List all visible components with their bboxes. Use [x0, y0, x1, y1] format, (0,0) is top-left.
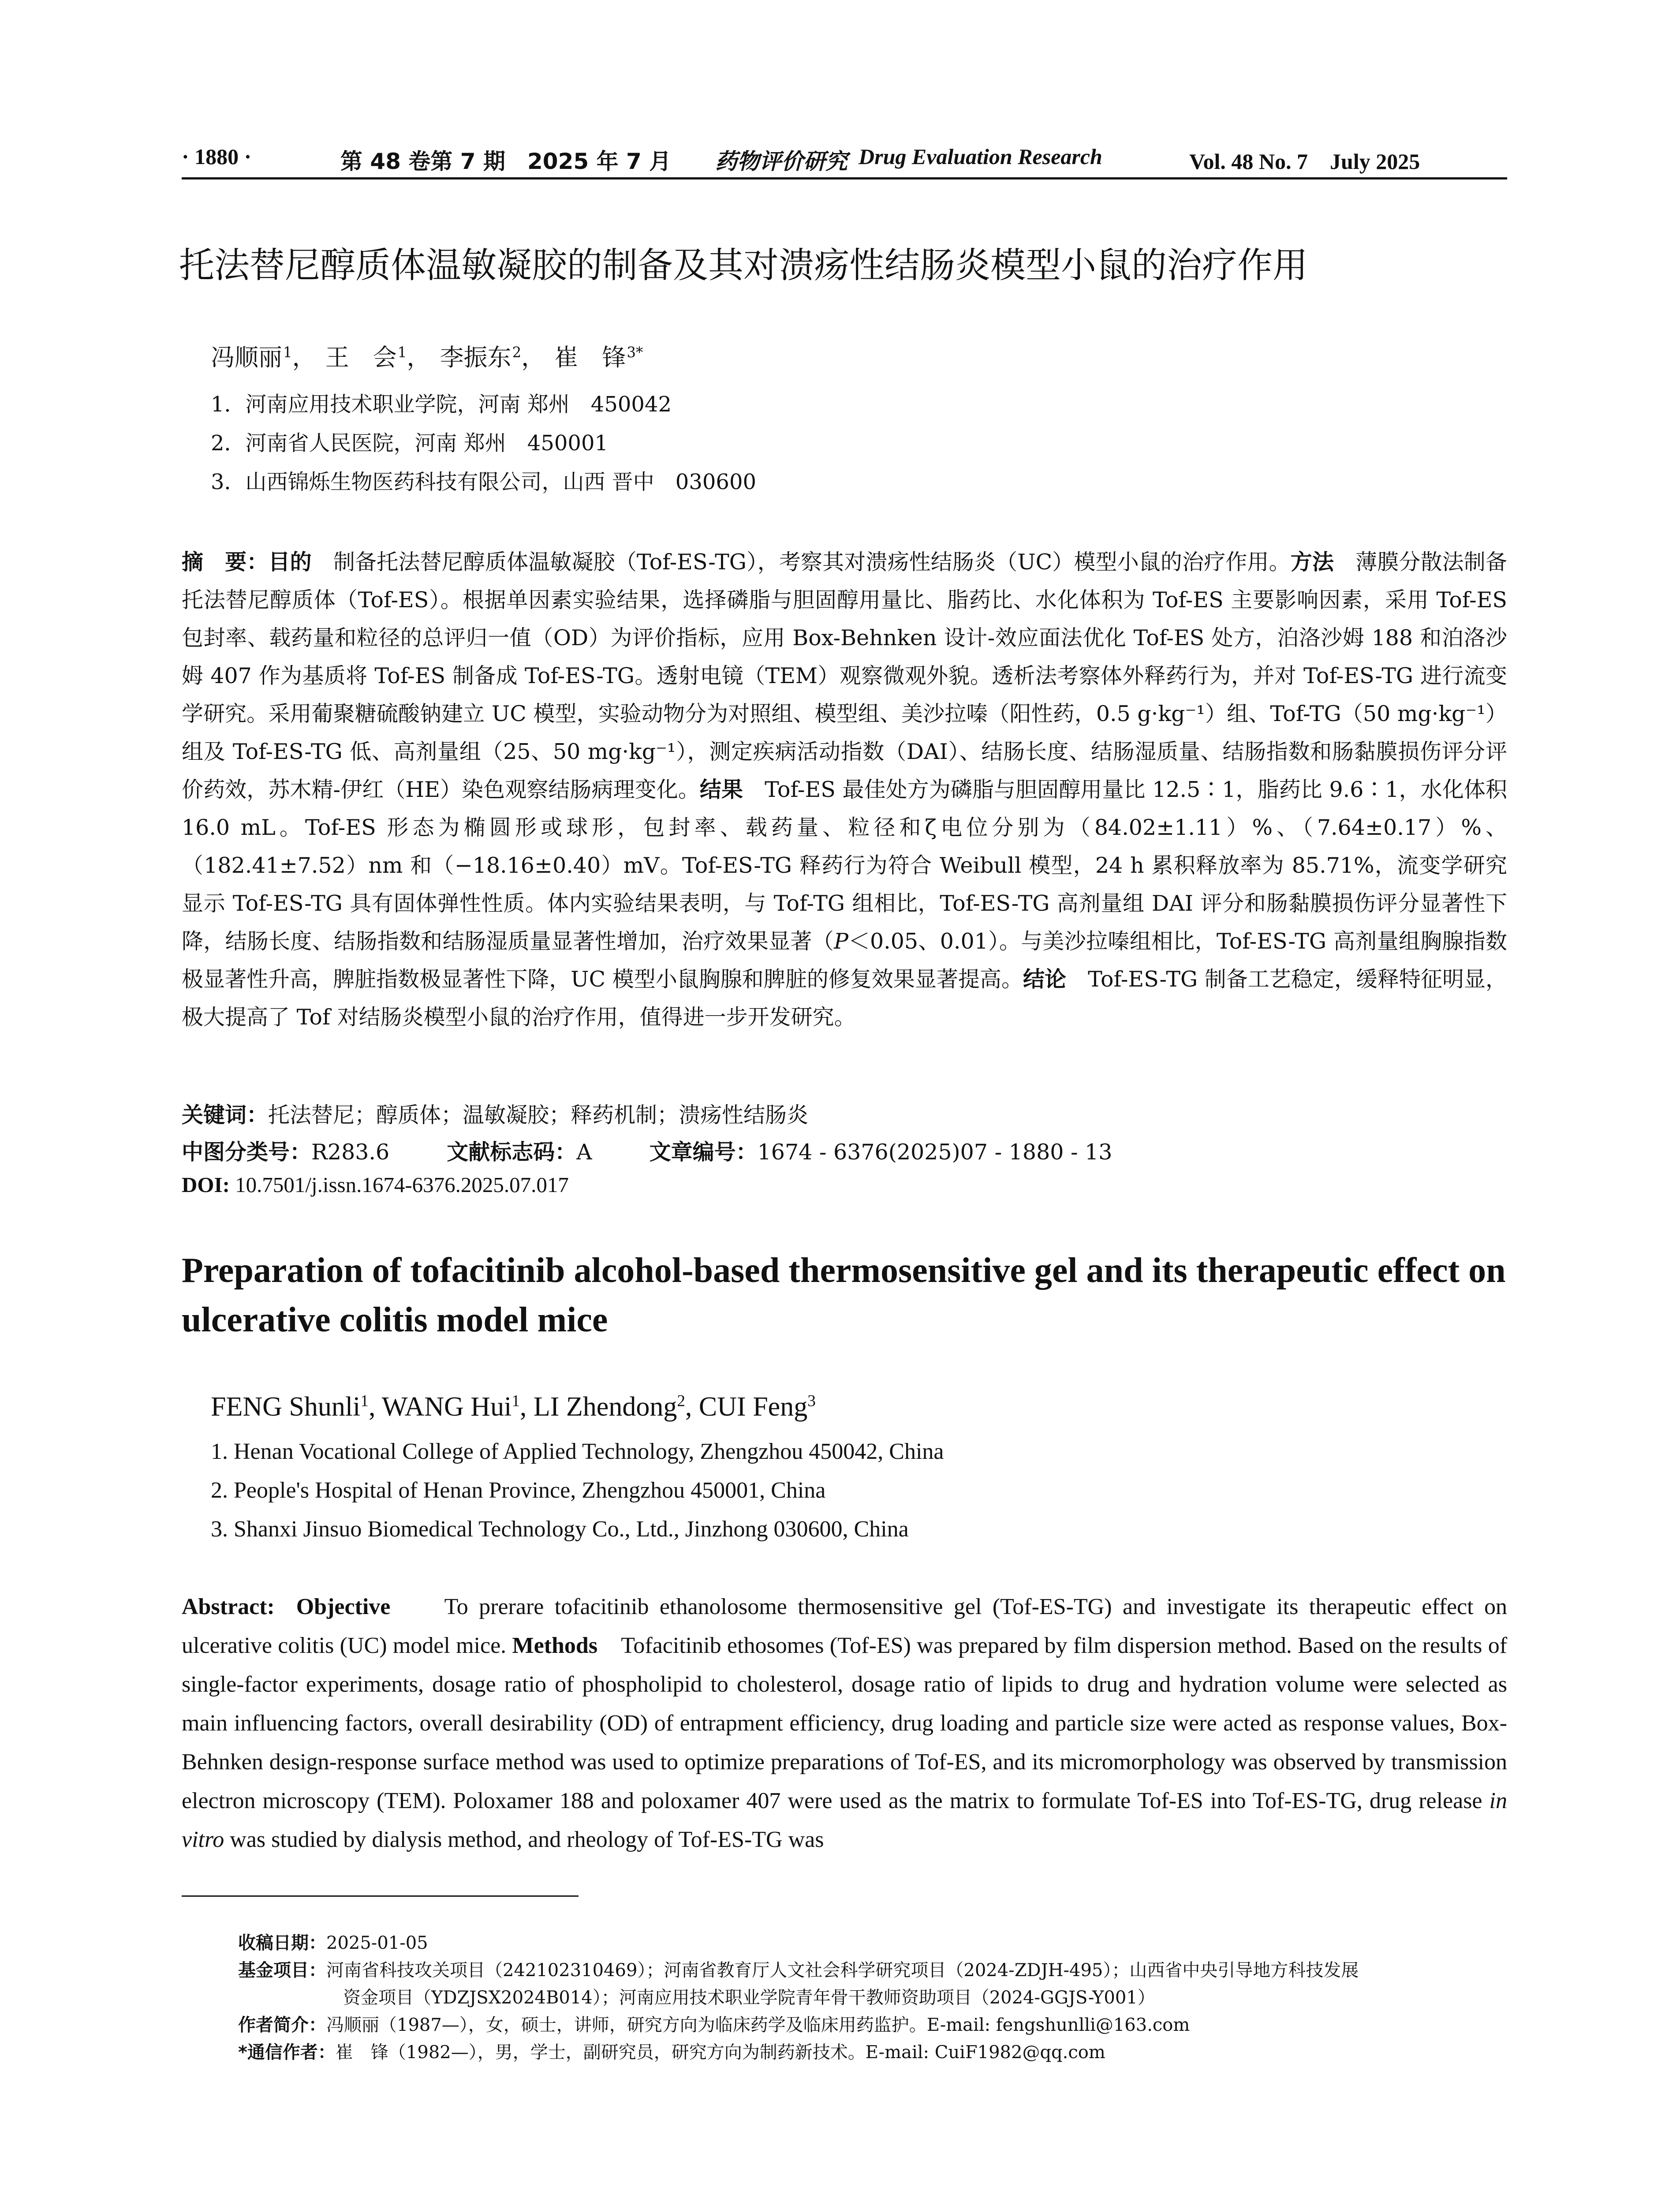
authors-cn — [211, 339, 645, 373]
authors-en — [211, 1391, 816, 1423]
affiliation-cn: 1．河南应用技术职业学院，河南 郑州 450042 — [211, 392, 672, 417]
results-label-cn: 结果 — [699, 777, 743, 802]
journal-name-cn: 药物评价研究 — [715, 148, 847, 174]
header-rule — [182, 177, 1507, 179]
abstract-cn: 摘 要：目的 制备托法替尼醇质体温敏凝胶（Tof-ES-TG），考察其对溃疡性结肠炎（UC）模型小鼠的治疗作用。方法 薄膜分散法制备托法替尼醇质体（Tof-ES）。根据单因素实验结果，选择磷脂与胆固醇用量比、脂药比、水化体积为 Tof-ES 主要影响因素，采用 Tof-ES 包封率、载药量和粒径的总评归一值（OD）为评价指标，应用 Box-Behnken 设计-效应面法优化 Tof-ES 处方，泊洛沙姆 188 和泊洛沙姆 407 作为基质将 Tof-ES 制备成 Tof-ES-TG。透射电镜（TEM）观察微观外貌。透析法考察体外释药行为，并对 Tof-ES-TG 进行流变学研究。采用葡聚糖硫酸钠建立 UC 模型，实验动物分为对照组、模型组、美沙拉嗪（阳性药，0.5 g·kg⁻¹）组、Tof-TG（50 mg·kg⁻¹）组及 Tof-ES-TG 低、高剂量组（25、50 mg·kg⁻¹），测定疾病活动指数（DAI）、结肠长度、结肠湿质量、结肠指数和肠黏膜损伤评分评价药效，苏木精-伊红（HE）染色观察结肠病理变化。结果 Tof-ES 最佳处方为磷脂与胆固醇用量比 12.5∶1，脂药比 9.6∶1，水化体积 16.0 mL。Tof-ES 形态为椭圆形或球形，包封率、载药量、粒径和ζ电位分别为（84.02±1.11）%、（7.64±0.17）%、（182.41±7.52）nm 和（−18.16±0.40）mV。Tof-ES-TG 释药行为符合 Weibull 模型，24 h 累积释放率为 85.71%，流变学研究显示 Tof-ES-TG 具有固体弹性性质。体内实验结果表明，与 Tof-TG 组相比，Tof-ES-TG 高剂量组 DAI 评分和肠黏膜损伤评分显著性下降，结肠长度、结肠指数和结肠湿质量显著性增加，治疗效果显著（P＜0.05、0.01）。与美沙拉嗪组相比，Tof-ES-TG 高剂量组胸腺指数极显著性升高，脾脏指数极显著性下降，UC 模型小鼠胸腺和脾脏的修复效果显著提高。结论 Tof-ES-TG 制备工艺稳定，缓释特征明显，极大提高了 Tof 对结肠炎模型小鼠的治疗作用，值得进一步开发研究。 — [182, 549, 1507, 1030]
abstract-cn-label: 摘 要： — [182, 549, 269, 575]
running-header — [182, 140, 1507, 180]
author-cn: 王 会$^1$， — [325, 344, 431, 371]
fund-note: 基金项目：河南省科技攻关项目（242102310469）；河南省教育厅人文社会科学研究项目（2024-ZDJH-495）；山西省中央引导地方科技发展 — [238, 1960, 1359, 1981]
author-en: LI Zhendong$^2$, — [533, 1392, 699, 1422]
affiliation-en: 3. Shanxi Jinsuo Biomedical Technology Co., Ltd., Jinzhong 030600, China — [211, 1517, 909, 1542]
affiliation-en: 1. Henan Vocational College of Applied Technology, Zhengzhou 450042, China — [211, 1439, 944, 1464]
author-en: CUI Feng$^3$ — [698, 1392, 816, 1422]
journal-name-en: Drug Evaluation Research — [859, 144, 1102, 169]
doi-line: DOI: 10.7501/j.issn.1674-6376.2025.07.017 — [182, 1173, 569, 1197]
methods-label-cn: 方法 — [1290, 549, 1334, 575]
keywords-label: 关键词： — [182, 1102, 269, 1128]
methods-label-en: Methods — [512, 1633, 598, 1658]
document-code: A — [576, 1140, 592, 1165]
abstract-en: Abstract: Objective To prerare tofacitinib ethanolosome thermosensitive gel (Tof-ES-TG) and investigate its therapeutic effect on ulcerative colitis (UC) model mice. Methods Tofacitinib ethosomes (Tof-ES) was prepared by film dispersion method. Based on the results of single-factor experiments, dosage ratio of phospholipid to cholesterol, dosage ratio of lipids to drug and hydration volume were selected as main influencing factors, overall desirability (OD) of entrapment efficiency, drug loading and particle size were acted as response values, Box-Behnken design-response surface method was used to optimize preparations of Tof-ES, and its micromorphology was observed by transmission electron microscopy (TEM). Poloxamer 188 and poloxamer 407 were used as the matrix to formulate Tof-ES into Tof-ES-TG, drug release in vitro was studied by dialysis method, and rheology of Tof-ES-TG was — [182, 1594, 1508, 1852]
affiliation-cn: 2．河南省人民医院，河南 郑州 450001 — [211, 431, 609, 456]
author-cn: 崔 锋$^{3*}$ — [554, 344, 643, 371]
issue-cn: 第 48 卷第 7 期 2025 年 7 月 — [340, 149, 672, 174]
author-cn: 李振东$^2$， — [440, 344, 545, 371]
article-number: 1674 - 6376(2025)07 - 1880 - 13 — [757, 1140, 1113, 1165]
issue-en: Vol. 48 No. 7 July 2025 — [1189, 149, 1420, 174]
affiliation-cn: 3．山西锦烁生物医药科技有限公司，山西 晋中 030600 — [211, 470, 757, 494]
keywords-cn — [182, 1098, 808, 1129]
objective-label-en: Objective — [296, 1594, 391, 1619]
author-cn: 冯顺丽$^1$， — [211, 344, 316, 371]
fund-note-continued: 资金项目（YDZJSX2024B014）；河南应用技术职业学院青年骨干教师资助项目（2024-GGJS-Y001） — [343, 1988, 1155, 2008]
footnote-rule — [182, 1895, 579, 1897]
page-number: · 1880 · — [182, 144, 252, 169]
keywords-text: 托法替尼；醇质体；温敏凝胶；释药机制；溃疡性结肠炎 — [268, 1102, 809, 1128]
author-en: WANG Hui$^1$, — [381, 1392, 534, 1422]
title-cn: 托法替尼醇质体温敏凝胶的制备及其对溃疡性结肠炎模型小鼠的治疗作用 — [179, 245, 1308, 286]
abstract-en-label: Abstract: — [182, 1594, 275, 1619]
author-en: FENG Shunli$^1$, — [211, 1392, 382, 1422]
conclusion-label-cn: 结论 — [1023, 967, 1067, 992]
affiliation-en: 2. People's Hospital of Henan Province, Zhengzhou 450001, China — [211, 1478, 826, 1503]
clc-number: R283.6 — [311, 1140, 390, 1165]
objective-label-cn: 目的 — [268, 549, 312, 575]
author-bio: 作者简介：冯顺丽（1987—），女，硕士，讲师，研究方向为临床药学及临床用药监护。E-mail: fengshunlli@163.com — [238, 2015, 1190, 2035]
corresponding-author: *通信作者：崔 锋（1982—），男，学士，副研究员，研究方向为制药新技术。E-mail: CuiF1982@qq.com — [238, 2042, 1105, 2063]
classification-line: 中图分类号：R283.6 文献标志码：A 文章编号：1674 - 6376(2025)07 - 1880 - 13 — [182, 1140, 1113, 1165]
title-en: Preparation of tofacitinib alcohol-based thermosensitive gel and its therapeutic effect on ulcerative colitis model mice — [182, 1251, 1506, 1339]
received-date: 收稿日期：2025-01-05 — [238, 1933, 428, 1953]
doi-value: 10.7501/j.issn.1674-6376.2025.07.017 — [235, 1173, 569, 1197]
